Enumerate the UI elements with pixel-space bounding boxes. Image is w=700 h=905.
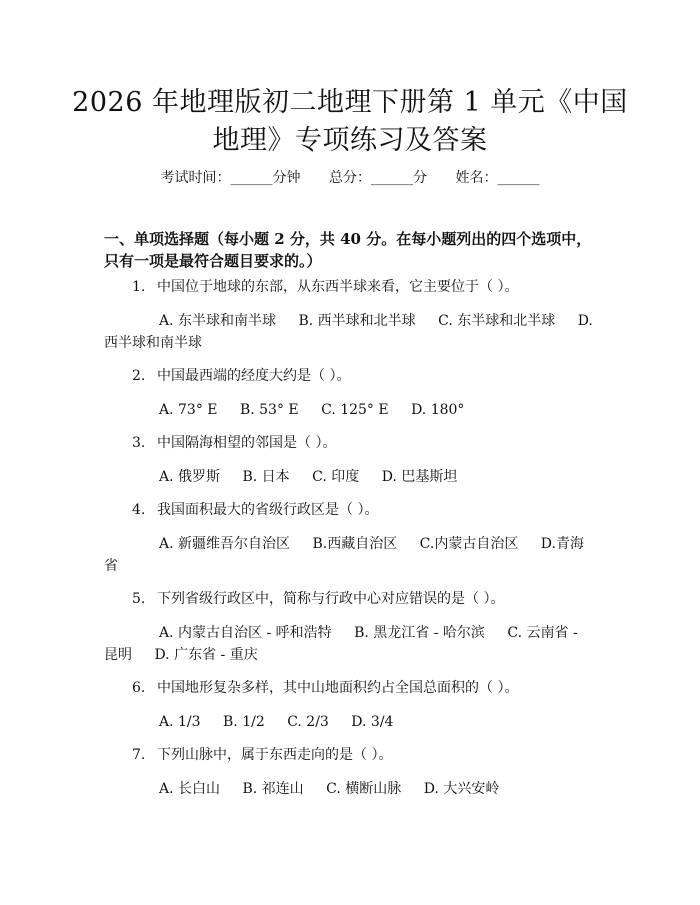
option-b: B. 1/2 <box>223 714 265 730</box>
option-a: A. 东半球和南半球 <box>159 313 277 329</box>
question-item <box>104 433 596 488</box>
question-number: 4. <box>132 502 146 518</box>
option-a: A. 长白山 <box>159 781 221 797</box>
question-text: 中国隔海相望的邻国是（ ）。 <box>157 435 337 451</box>
option-d: D. 广东省 - 重庆 <box>154 647 258 663</box>
option-c: C. 云南省 - 昆明 <box>104 625 578 663</box>
question-options <box>104 622 596 666</box>
question-stem <box>104 678 596 698</box>
question-number: 1. <box>132 279 146 295</box>
option-d: D. 3/4 <box>351 714 394 730</box>
question-item <box>104 678 596 733</box>
question-list <box>104 277 596 812</box>
question-options <box>104 310 596 354</box>
question-options <box>104 711 596 733</box>
option-b: B. 西半球和北半球 <box>298 313 416 329</box>
option-b: B. 53° E <box>239 402 299 418</box>
question-stem <box>104 366 596 386</box>
question-item <box>104 277 596 354</box>
option-d: D. 巴基斯坦 <box>381 469 458 485</box>
option-c: C. 东半球和北半球 <box>438 313 556 329</box>
option-c: C. 125° E <box>321 402 389 418</box>
question-options <box>104 399 596 421</box>
title-line-1: 2026 年地理版初二地理下册第 1 单元《中国 <box>72 87 628 118</box>
option-a: A. 俄罗斯 <box>159 469 221 485</box>
question-number: 7. <box>132 747 146 763</box>
option-c: C. 横断山脉 <box>326 781 402 797</box>
question-text: 中国地形复杂多样，其中山地面积约占全国总面积的（ ）。 <box>157 680 519 696</box>
question-number: 6. <box>132 680 146 696</box>
question-stem <box>104 277 596 297</box>
question-stem <box>104 500 596 520</box>
option-a: A. 内蒙古自治区 - 呼和浩特 <box>159 625 332 641</box>
option-d: D.青海省 <box>104 536 584 574</box>
question-options <box>104 466 596 488</box>
option-d: D. 180° <box>411 402 465 418</box>
question-text: 我国面积最大的省级行政区是（ ）。 <box>157 502 379 518</box>
question-options <box>104 778 596 800</box>
question-options <box>104 533 596 577</box>
option-b: B. 黑龙江省 - 哈尔滨 <box>354 625 485 641</box>
question-item <box>104 745 596 800</box>
option-a: A. 新疆维吾尔自治区 <box>159 536 291 552</box>
question-text: 下列省级行政区中，简称与行政中心对应错误的是（ ）。 <box>157 591 505 607</box>
option-c: C.内蒙古自治区 <box>419 536 519 552</box>
option-c: C. 2/3 <box>287 714 329 730</box>
section-heading: 一、单项选择题（每小题 2 分，共 40 分。在每小题列出的四个选项中，只有一项是最符合题目要求的。） <box>104 230 592 270</box>
question-number: 2. <box>132 368 146 384</box>
option-d: D. 大兴安岭 <box>423 781 500 797</box>
question-number: 3. <box>132 435 146 451</box>
option-c: C. 印度 <box>312 469 360 485</box>
question-stem <box>104 433 596 453</box>
option-b: B. 祁连山 <box>242 781 304 797</box>
question-text: 下列山脉中，属于东西走向的是（ ）。 <box>157 747 393 763</box>
exam-time: 考试时间：______分钟 <box>160 170 301 186</box>
document-title <box>60 84 640 160</box>
option-a: A. 73° E <box>159 402 218 418</box>
exam-name: 姓名：______ <box>455 170 540 186</box>
question-text: 中国位于地球的东部，从东西半球来看，它主要位于（ ）。 <box>157 279 519 295</box>
title-line-2: 地理》专项练习及答案 <box>212 125 488 156</box>
exam-info <box>0 168 700 188</box>
exam-total-score: 总分：______分 <box>329 170 427 186</box>
option-d: D. 西半球和南半球 <box>104 313 593 351</box>
question-item <box>104 500 596 577</box>
question-stem <box>104 745 596 765</box>
question-item <box>104 366 596 421</box>
question-item <box>104 589 596 666</box>
option-a: A. 1/3 <box>159 714 201 730</box>
question-number: 5. <box>132 591 146 607</box>
question-stem <box>104 589 596 609</box>
question-text: 中国最西端的经度大约是（ ）。 <box>157 368 351 384</box>
option-b: B. 日本 <box>242 469 290 485</box>
option-b: B.西藏自治区 <box>312 536 398 552</box>
